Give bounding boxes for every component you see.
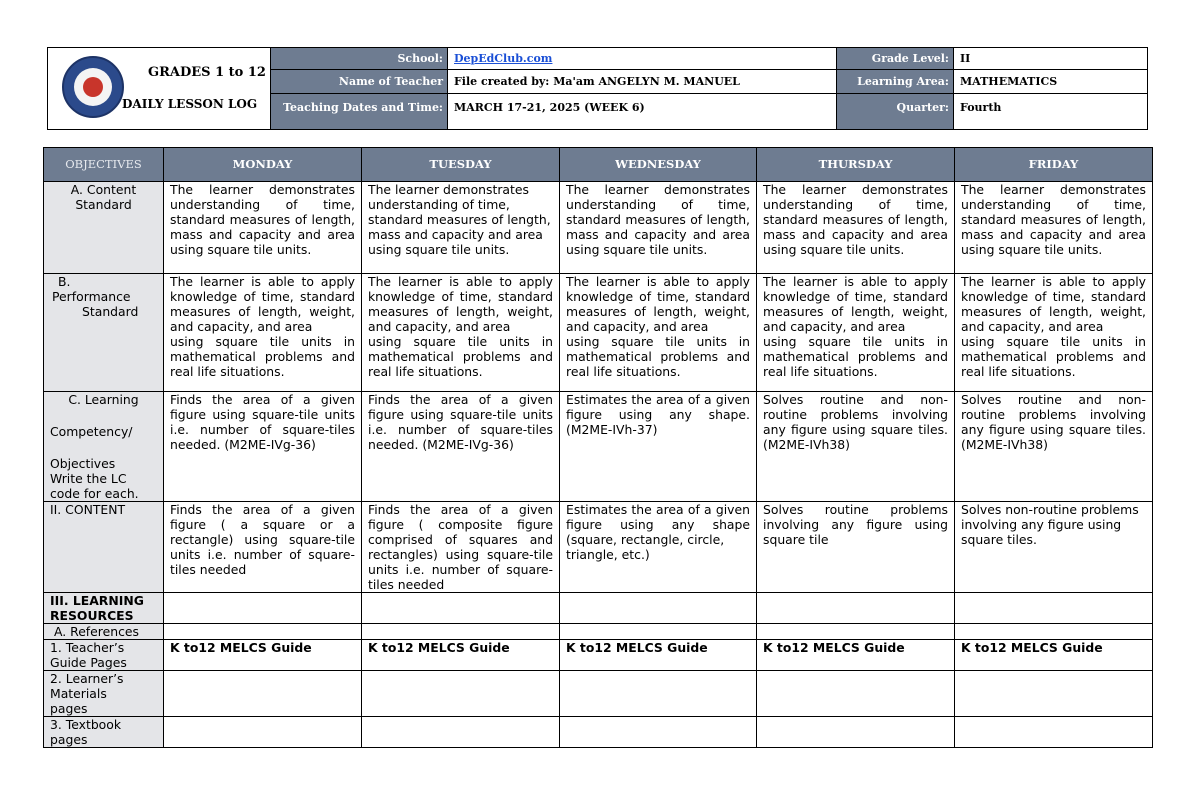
cell-performance-monday	[164, 274, 362, 392]
cell-content-friday: Solves non-routine problems involving any figure using square tiles.	[955, 502, 1153, 593]
cell-performance-thursday	[757, 274, 955, 392]
row-label-textbook	[44, 717, 164, 748]
teacher-label: Name of Teacher	[271, 70, 448, 93]
cell-teachers-guide-friday: K to12 MELCS Guide	[955, 640, 1153, 671]
quarter-label: Quarter:	[837, 94, 954, 129]
dates-value: MARCH 17-21, 2025 (WEEK 6)	[448, 94, 837, 129]
row-label-line: Write the LC	[50, 471, 127, 486]
col-header-objectives: OBJECTIVES	[44, 148, 164, 182]
cell-performance-tuesday	[362, 274, 560, 392]
cell-competency-tuesday: Finds the area of a given figure using square-tile units i.e. number of square-tiles needed. (M2ME-IVg-36)	[362, 392, 560, 502]
cell-empty	[757, 624, 955, 640]
row-label-line: pages	[50, 701, 88, 716]
row-label-line: Standard	[75, 197, 132, 212]
row-label-content: II. CONTENT	[44, 502, 164, 593]
title-daily-lesson-log: DAILY LESSON LOG	[122, 97, 258, 111]
row-label-line: B.	[58, 274, 71, 289]
table-row	[44, 624, 1153, 640]
cell-content-standard-tuesday: The learner demonstrates understanding of time, standard measures of length, mass and capacity and area using square tile units.	[362, 182, 560, 274]
cell-empty	[164, 671, 362, 717]
cell-content-standard-wednesday: The learner demonstrates understanding of time, standard measures of length, mass and capacity and area using square tile units.	[560, 182, 757, 274]
cell-empty	[560, 671, 757, 717]
lesson-log-table	[43, 147, 1153, 748]
table-row	[44, 274, 1153, 392]
cell-empty	[560, 593, 757, 624]
col-header-friday: FRIDAY	[955, 148, 1153, 182]
learning-area-label: Learning Area:	[837, 70, 954, 93]
cell-text: The learner is able to apply knowledge of time, standard measures of length, weight, and capacity, and area	[763, 274, 948, 334]
school-value[interactable]	[448, 48, 837, 69]
row-label-learning-resources	[44, 593, 164, 624]
cell-text: The learner is able to apply knowledge of time, standard measures of length, weight, and capacity, and area	[170, 274, 355, 334]
row-label-line: Materials	[50, 686, 107, 701]
table-row	[44, 182, 1153, 274]
row-label-line: Standard	[82, 304, 139, 319]
cell-empty	[362, 593, 560, 624]
row-label-performance-standard	[44, 274, 164, 392]
cell-empty	[757, 593, 955, 624]
row-label-line: A. Content	[70, 182, 137, 197]
cell-performance-friday	[955, 274, 1153, 392]
quarter-value: Fourth	[960, 101, 1002, 114]
table-row	[44, 671, 1153, 717]
row-label-line: Objectives	[50, 456, 116, 471]
cell-teachers-guide-tuesday: K to12 MELCS Guide	[362, 640, 560, 671]
cell-empty	[362, 671, 560, 717]
learning-area-value: MATHEMATICS	[960, 75, 1058, 88]
row-label-line: 2. Learner’s	[50, 671, 124, 686]
cell-text: The learner is able to apply knowledge of time, standard measures of length, weight, and capacity, and area	[368, 274, 553, 334]
table-row	[44, 392, 1153, 502]
row-label-line: Performance	[52, 289, 131, 304]
title-grades: GRADES 1 to 12	[148, 65, 266, 80]
cell-empty	[362, 624, 560, 640]
cell-competency-monday: Finds the area of a given figure using square-tile units i.e. number of square-tiles needed. (M2ME-IVg-36)	[164, 392, 362, 502]
cell-empty	[164, 624, 362, 640]
cell-content-monday: Finds the area of a given figure ( a square or a rectangle) using square-tile units i.e. number of square-tiles needed	[164, 502, 362, 593]
logo-cell	[48, 48, 271, 129]
cell-content-thursday: Solves routine problems involving any figure using square tile	[757, 502, 955, 593]
cell-empty	[164, 717, 362, 748]
cell-empty	[560, 717, 757, 748]
row-label-line: RESOURCES	[50, 608, 134, 623]
col-header-tuesday: TUESDAY	[362, 148, 560, 182]
cell-competency-thursday: Solves routine and non-routine problems involving any figure using square tiles. (M2ME-IVh38)	[757, 392, 955, 502]
cell-text: using square tile units in mathematical problems and real life situations.	[961, 334, 1146, 379]
cell-text: using square tile units in mathematical problems and real life situations.	[763, 334, 948, 379]
cell-competency-friday: Solves routine and non-routine problems involving any figure using square tiles. (M2ME-IVh38)	[955, 392, 1153, 502]
row-label-line: C. Learning	[68, 392, 139, 407]
cell-empty	[955, 671, 1153, 717]
cell-teachers-guide-thursday: K to12 MELCS Guide	[757, 640, 955, 671]
cell-text: The learner is able to apply knowledge of time, standard measures of length, weight, and capacity, and area	[961, 274, 1146, 334]
grade-level-value: II	[960, 52, 971, 65]
table-row	[44, 717, 1153, 748]
cell-performance-wednesday	[560, 274, 757, 392]
col-header-monday: MONDAY	[164, 148, 362, 182]
cell-teachers-guide-monday: K to12 MELCS Guide	[164, 640, 362, 671]
school-label: School:	[271, 48, 448, 69]
table-row	[44, 593, 1153, 624]
cell-empty	[164, 593, 362, 624]
cell-text: Estimates the area of a given figure using any shape (square, rectangle, circle,	[566, 502, 750, 547]
cell-text: using square tile units in mathematical problems and real life situations.	[566, 334, 750, 379]
cell-teachers-guide-wednesday: K to12 MELCS Guide	[560, 640, 757, 671]
cell-empty	[560, 624, 757, 640]
row-label-references: A. References	[44, 624, 164, 640]
cell-text: The learner is able to apply knowledge of time, standard measures of length, weight, and capacity, and area	[566, 274, 750, 334]
cell-empty	[955, 593, 1153, 624]
cell-text: triangle, etc.)	[566, 547, 650, 562]
cell-empty	[757, 717, 955, 748]
col-header-wednesday: WEDNESDAY	[560, 148, 757, 182]
table-row	[44, 502, 1153, 593]
cell-empty	[757, 671, 955, 717]
cell-content-tuesday: Finds the area of a given figure ( composite figure comprised of squares and rectangles) using square-tile units i.e. number of square-tiles needed	[362, 502, 560, 593]
row-label-teachers-guide	[44, 640, 164, 671]
row-label-content-standard	[44, 182, 164, 274]
cell-text: using square tile units in mathematical problems and real life situations.	[170, 334, 355, 379]
cell-empty	[955, 717, 1153, 748]
deped-logo-icon	[62, 56, 124, 118]
row-label-line: Competency/	[50, 424, 133, 439]
col-header-thursday: THURSDAY	[757, 148, 955, 182]
teacher-value: File created by: Ma'am ANGELYN M. MANUEL	[448, 70, 837, 93]
row-label-line: III. LEARNING	[50, 593, 144, 608]
cell-empty	[362, 717, 560, 748]
row-label-line: Guide Pages	[50, 655, 127, 670]
header-block	[47, 47, 1148, 130]
row-label-learners-materials	[44, 671, 164, 717]
dates-label: Teaching Dates and Time:	[271, 94, 448, 129]
cell-content-standard-friday: The learner demonstrates understanding of time, standard measures of length, mass and capacity and area using square tile units.	[955, 182, 1153, 274]
cell-content-standard-thursday: The learner demonstrates understanding of time, standard measures of length, mass and capacity and area using square tile units.	[757, 182, 955, 274]
table-row	[44, 640, 1153, 671]
row-label-line: 1. Teacher’s	[50, 640, 125, 655]
row-label-line: pages	[50, 732, 88, 747]
cell-text: using square tile units in mathematical problems and real life situations.	[368, 334, 553, 379]
grade-level-label: Grade Level:	[837, 48, 954, 69]
row-label-line: code for each.	[50, 486, 139, 501]
cell-competency-wednesday: Estimates the area of a given figure using any shape. (M2ME-IVh-37)	[560, 392, 757, 502]
cell-content-wednesday	[560, 502, 757, 593]
table-header-row	[44, 148, 1153, 182]
school-link[interactable]: DepEdClub.com	[454, 52, 553, 65]
row-label-line: 3. Textbook	[50, 717, 122, 732]
cell-empty	[955, 624, 1153, 640]
cell-content-standard-monday: The learner demonstrates understanding of time, standard measures of length, mass and capacity and area using square tile units.	[164, 182, 362, 274]
row-label-learning-competency	[44, 392, 164, 502]
